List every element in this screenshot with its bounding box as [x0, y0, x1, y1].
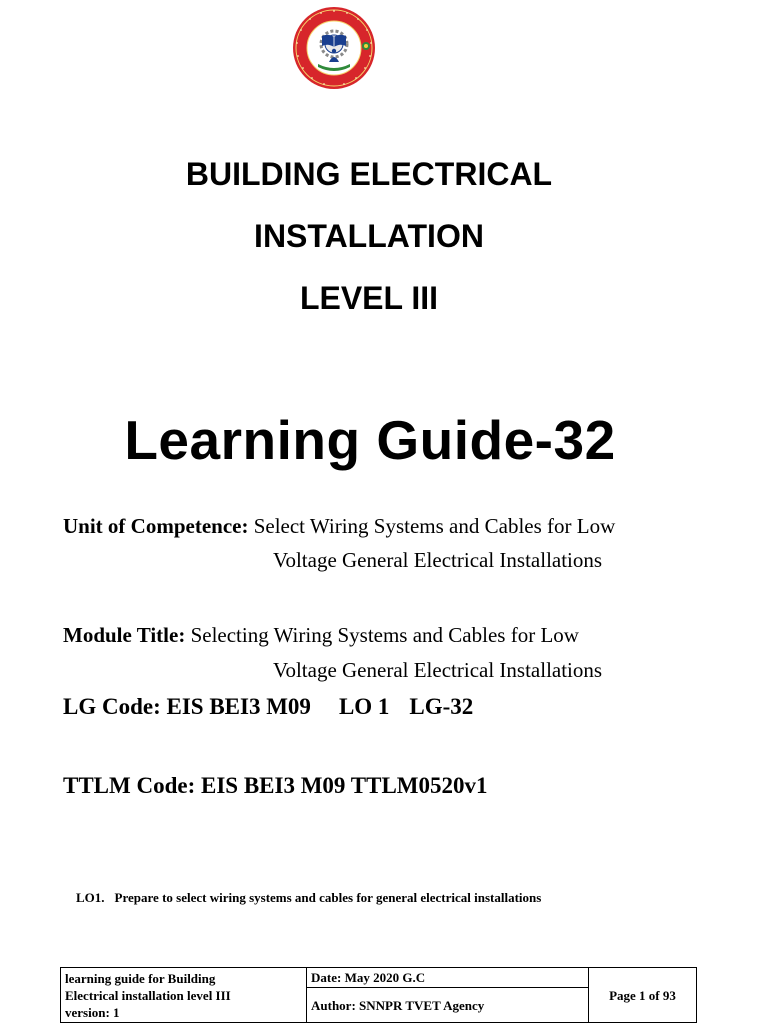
- lo1-statement: [76, 889, 541, 907]
- lg-code: [63, 692, 473, 722]
- learning-guide-title: Learning Guide-32: [124, 409, 616, 471]
- title-line-2: INSTALLATION: [254, 218, 484, 254]
- footer-guide-line-2: Electrical installation level III: [65, 987, 231, 1003]
- lo1-number: LO1.: [76, 890, 105, 905]
- lo1-text: Prepare to select wiring systems and cables for general electrical installations: [114, 890, 542, 905]
- module-label: Module Title:: [63, 623, 186, 647]
- footer-guide-line-1: learning guide for Building: [65, 970, 216, 986]
- unit-of-competence: [63, 512, 615, 540]
- snnpr-tvet-logo: [292, 6, 376, 90]
- footer-author: Author: SNNPR TVET Agency: [307, 988, 589, 1023]
- footer-guide-line-3: version: 1: [65, 1004, 120, 1020]
- footer-page-number: Page 1 of 93: [589, 968, 697, 1023]
- footer-table: [60, 967, 697, 1023]
- module-title: [63, 621, 579, 649]
- footer-guide-info: [61, 968, 307, 1023]
- module-text-2: Voltage General Electrical Installations: [273, 658, 603, 682]
- ttlm-code: TTLM Code: EIS BEI3 M09 TTLM0520v1: [63, 773, 488, 798]
- lg-code-label: LG Code: EIS BEI3 M09: [63, 694, 311, 719]
- unit-text-1: Select Wiring Systems and Cables for Low: [248, 514, 616, 538]
- lg-code-lo: LO 1: [338, 694, 390, 719]
- unit-text-2: Voltage General Electrical Installations: [273, 548, 603, 572]
- title-line-3: LEVEL III: [299, 280, 439, 316]
- module-text-1: Selecting Wiring Systems and Cables for Low: [185, 623, 579, 647]
- unit-label: Unit of Competence:: [63, 514, 249, 538]
- footer-date: Date: May 2020 G.C: [307, 968, 589, 988]
- lg-code-lg: LG-32: [409, 694, 474, 719]
- title-line-1: BUILDING ELECTRICAL: [185, 156, 553, 192]
